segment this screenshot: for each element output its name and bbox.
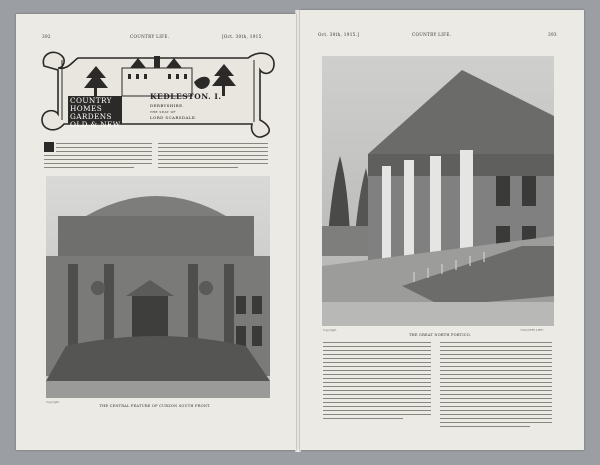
right-photo-credit-right: "COUNTRY LIFE." [520, 329, 545, 332]
south-front-photo [46, 176, 270, 398]
article-county: DERBYSHIRE. [150, 103, 185, 108]
left-page-number: 392 [42, 34, 51, 39]
right-page-number: 393 [548, 32, 557, 37]
series-line-3: GARDENS [70, 112, 112, 121]
article-title: KEDLESTON. I. [150, 92, 222, 101]
series-line-2: HOMES [70, 104, 103, 113]
series-line-4: OLD & NEW [70, 120, 121, 129]
right-photo-caption: THE GREAT NORTH PORTICO. [408, 333, 472, 337]
left-photo-caption: THE CENTRAL FEATURE OF CURZON SOUTH FRONT. [99, 404, 211, 408]
article-seat-of: THE SEAT OF [150, 110, 176, 114]
right-running-title: COUNTRY LIFE. [412, 32, 452, 37]
left-photo-credit-left: Copyright. [46, 401, 60, 404]
right-photo-credit-left: Copyright. [323, 329, 337, 332]
left-running-title: COUNTRY LIFE. [130, 34, 170, 39]
right-running-date: Oct. 30th, 1915.] [318, 32, 360, 37]
article-heading [150, 92, 260, 120]
article-owner: LORD SCARSDALE. [150, 115, 197, 120]
left-running-date: [Oct. 30th, 1915. [222, 34, 264, 39]
series-line-1: COUNTRY [70, 96, 112, 105]
series-heading [70, 97, 125, 129]
south-front-building-image [46, 176, 270, 398]
north-portico-building-image [322, 56, 554, 326]
drop-cap [44, 142, 54, 152]
north-portico-photo [322, 56, 554, 326]
